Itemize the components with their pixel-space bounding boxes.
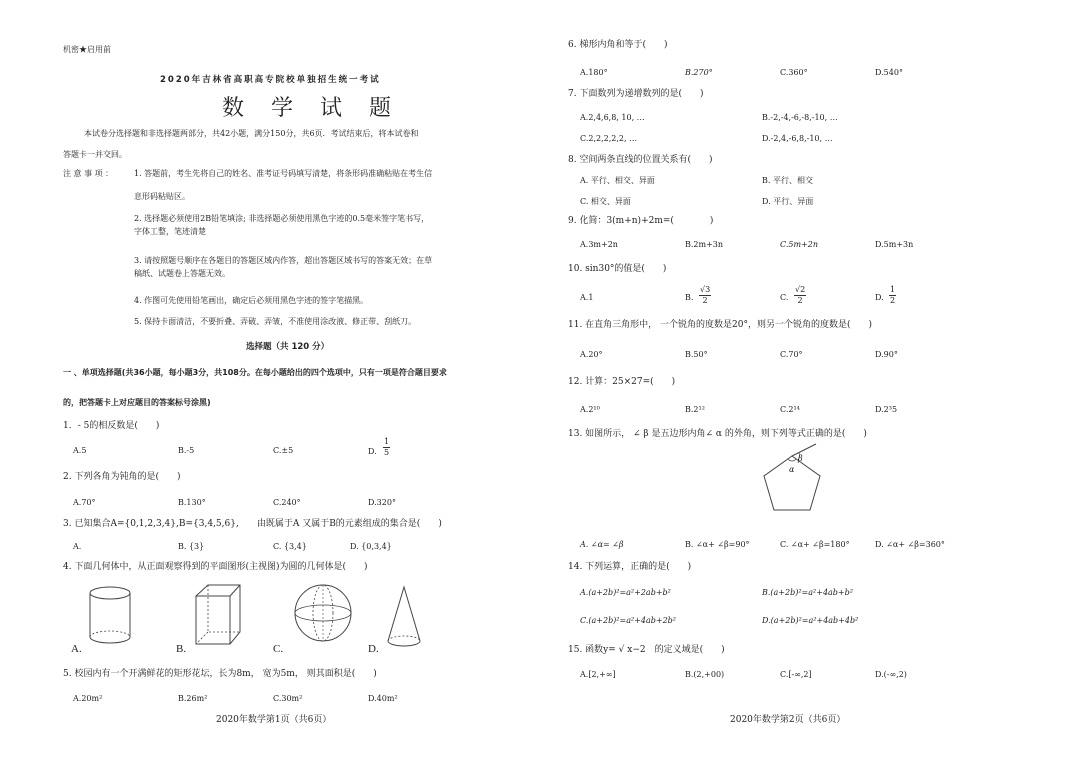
q1-option-c: C.±5 — [273, 446, 294, 455]
q4-stem: 4. 下面几何体中，从正面观察得到的平面图形(主视图)为圆的几何体是( ) — [63, 562, 368, 572]
q6-option-d: D.540° — [875, 68, 903, 77]
q1-option-d-label: D. — [368, 447, 377, 456]
note-3b: 稿纸、试题卷上答题无效。 — [134, 269, 230, 278]
q2-stem: 2. 下列各角为钝角的是( ) — [63, 472, 181, 482]
q6-stem: 6. 梯形内角和等于( ) — [568, 40, 668, 50]
note-4: 4. 作图可先使用铅笔画出，确定后必须用黑色字迹的签字笔描黑。 — [134, 296, 369, 305]
fig-alpha-label: α — [789, 465, 795, 474]
note-3a: 3. 请按照题号顺序在各题目的答题区域内作答，超出答题区域书写的答案无效；在草 — [134, 256, 433, 265]
q1-option-d-fraction — [383, 437, 390, 458]
q5-option-d: D.40m² — [368, 694, 398, 703]
cone-figure — [384, 585, 424, 649]
q13-option-d: D. ∠α+ ∠β=360° — [875, 540, 945, 549]
q10-option-b-label: B. — [685, 293, 694, 302]
q12-option-c: C.2¹⁴ — [780, 405, 800, 414]
q9-option-a: A.3m+2n — [580, 240, 618, 249]
q1-d-denominator: 5 — [384, 448, 390, 457]
q15-option-c: C.[-∞,2] — [780, 670, 812, 679]
q10-option-d-label: D. — [875, 293, 884, 302]
part-heading-1: 一 、单项选择题(共36小题，每小题3分，共108分。在每小题给出的四个选项中，只有一项是符合题目要求 — [63, 368, 447, 377]
q11-option-c: C.70° — [780, 350, 803, 359]
q4-option-b: B. — [176, 643, 187, 655]
q10-c-denominator: 2 — [797, 296, 803, 305]
q7-stem: 7. 下面数列为递增数列的是( ) — [568, 89, 704, 99]
exam-title: 2020年吉林省高职高专院校单独招生统一考试 — [160, 75, 381, 85]
q13-option-b: B. ∠α+ ∠β=90° — [685, 540, 750, 549]
q1-option-a: A.5 — [73, 446, 87, 455]
q14-stem: 14. 下列运算，正确的是( ) — [568, 562, 692, 572]
q10-b-numerator: √3 — [700, 285, 711, 294]
q10-option-b-fraction — [699, 285, 711, 306]
q14-option-d: D.(a+2b)²=a²+4ab+4b² — [762, 616, 859, 625]
q11-option-b: B.50° — [685, 350, 708, 359]
note-2a: 2. 选择题必须使用2B铅笔填涂; 非选择题必须使用黑色字迹的0.5毫米签字笔书写， — [134, 214, 430, 223]
q2-option-d: D.320° — [368, 498, 396, 507]
q5-option-c: C.30m² — [273, 694, 303, 703]
q15-option-a: A.[2,+∞] — [580, 670, 616, 679]
q10-b-denominator: 2 — [702, 296, 708, 305]
q15-option-b: B.(2,+00) — [685, 670, 725, 679]
note-2b: 字体工整，笔迹清楚 — [134, 227, 206, 236]
q2-option-c: C.240° — [273, 498, 301, 507]
q3-option-c: C. {3,4} — [273, 542, 307, 551]
q7-option-d: D.-2,4,-6,8,-10, … — [762, 134, 833, 143]
q15-stem: 15. 函数y= √ x−2 的定义域是( ) — [568, 645, 725, 655]
q7-option-c: C.2,2,2,2,2, … — [580, 134, 638, 143]
right-footer: 2020年数学第2页（共6页） — [730, 715, 846, 725]
q10-c-numerator: √2 — [795, 285, 806, 294]
q7-option-b: B.-2,-4,-6,-8,-10, … — [762, 113, 838, 122]
left-footer: 2020年数学第1页（共6页） — [216, 715, 332, 725]
q2-option-a: A.70° — [73, 498, 96, 507]
q11-option-a: A.20° — [580, 350, 603, 359]
secret-label: 机密★启用前 — [63, 45, 111, 54]
q10-d-numerator: 1 — [890, 285, 896, 294]
q14-option-a: A.(a+2b)²=a²+2ab+b² — [580, 588, 671, 597]
part-heading-2: 的，把答题卡上对应题目的答案标号涂黑) — [63, 398, 211, 407]
pentagon-figure — [758, 446, 830, 518]
q14-option-c: C.(a+2b)²=a²+4ab+2b² — [580, 616, 676, 625]
q4-option-d: D. — [368, 643, 379, 655]
q5-stem: 5. 校园内有一个开满鲜花的矩形花坛，长为8m， 宽为5m， 则其面积是( ) — [63, 669, 377, 679]
q2-option-b: B.130° — [178, 498, 206, 507]
section-title: 选择题（共 120 分） — [246, 342, 330, 352]
q11-stem: 11. 在直角三角形中， 一个锐角的度数是20°，则另一个锐角的度数是( ) — [568, 320, 873, 330]
q4-option-a: A. — [71, 643, 82, 655]
q9-option-d: D.5m+3n — [875, 240, 914, 249]
q1-d-numerator: 1 — [384, 437, 390, 446]
q3-option-a: A. — [73, 542, 82, 551]
q12-option-b: B.2¹² — [685, 405, 705, 414]
q5-option-b: B.26m² — [178, 694, 208, 703]
q9-option-c: C.5m+2n — [780, 240, 818, 249]
q8-option-b: B. 平行、相交 — [762, 176, 813, 185]
q4-option-c: C. — [273, 643, 284, 655]
q6-option-b: B.270° — [685, 68, 713, 77]
q3-option-d: D. {0,3,4} — [350, 542, 392, 551]
cuboid-figure — [192, 582, 244, 648]
q12-stem: 12. 计算：25×27=( ) — [568, 377, 676, 387]
q12-option-d: D.2³5 — [875, 405, 898, 414]
q13-option-c: C. ∠α+ ∠β=180° — [780, 540, 850, 549]
cylinder-figure — [86, 585, 136, 647]
q3-option-b: B. {3} — [178, 542, 205, 551]
q1-stem: 1．- 5的相反数是( ) — [63, 421, 160, 431]
q6-option-a: A.180° — [580, 68, 608, 77]
q6-option-c: C.360° — [780, 68, 808, 77]
q5-option-a: A.20m² — [73, 694, 103, 703]
q8-option-c: C. 相交、异面 — [580, 197, 631, 206]
q9-stem: 9. 化简：3(m+n)+2m=( ) — [568, 216, 714, 226]
q10-option-c-fraction — [794, 285, 806, 306]
subject-title: 数 学 试 题 — [222, 96, 401, 121]
note-5: 5. 保持卡面清洁，不要折叠、弄破、弄皱，不准使用涂改液、修正带、刮纸刀。 — [134, 317, 417, 326]
q1-option-b: B.-5 — [178, 446, 195, 455]
q12-option-a: A.2¹⁰ — [580, 405, 600, 414]
q10-option-a: A.1 — [580, 293, 594, 302]
q7-option-a: A.2,4,6,8, 10, … — [580, 113, 645, 122]
fig-beta-label: β — [798, 454, 803, 463]
note-1a: 1. 答题前，考生先将自己的姓名、准考证号码填写清楚，将条形码准确粘贴在考生信 — [134, 169, 433, 178]
q10-option-d-fraction — [889, 285, 896, 306]
intro-line-1: 本试卷分选择题和非选择题两部分，共42小题，满分150分，共6页．考试结束后，将本试卷和 — [84, 129, 419, 138]
q8-stem: 8. 空间两条直线的位置关系有( ) — [568, 155, 713, 165]
sphere-figure — [292, 580, 354, 646]
q10-option-c-label: C. — [780, 293, 789, 302]
q8-option-d: D. 平行、异面 — [762, 197, 814, 206]
intro-line-2: 答题卡一并交回。 — [63, 150, 127, 159]
q10-d-denominator: 2 — [890, 296, 896, 305]
q13-option-a: A. ∠α= ∠β — [580, 540, 624, 549]
q9-option-b: B.2m+3n — [685, 240, 724, 249]
notice-label: 注 意 事 项 ： — [63, 169, 114, 178]
q8-option-a: A. 平行、相交、异面 — [580, 176, 655, 185]
q11-option-d: D.90° — [875, 350, 898, 359]
note-1b: 息形码粘贴区。 — [134, 192, 190, 201]
q15-option-d: D.(-∞,2) — [875, 670, 907, 679]
q13-stem: 13. 如图所示， ∠ β 是五边形内角∠ α 的外角，则下列等式正确的是( ) — [568, 429, 867, 439]
q3-stem: 3. 已知集合A={0,1,2,3,4},B={3,4,5,6}, 由既属于A 又属于B的元素组成的集合是( ) — [63, 519, 442, 529]
q14-option-b: B.(a+2b)²=a²+4ab+b² — [762, 588, 853, 597]
q10-stem: 10. sin30°的值是( ) — [568, 264, 667, 274]
